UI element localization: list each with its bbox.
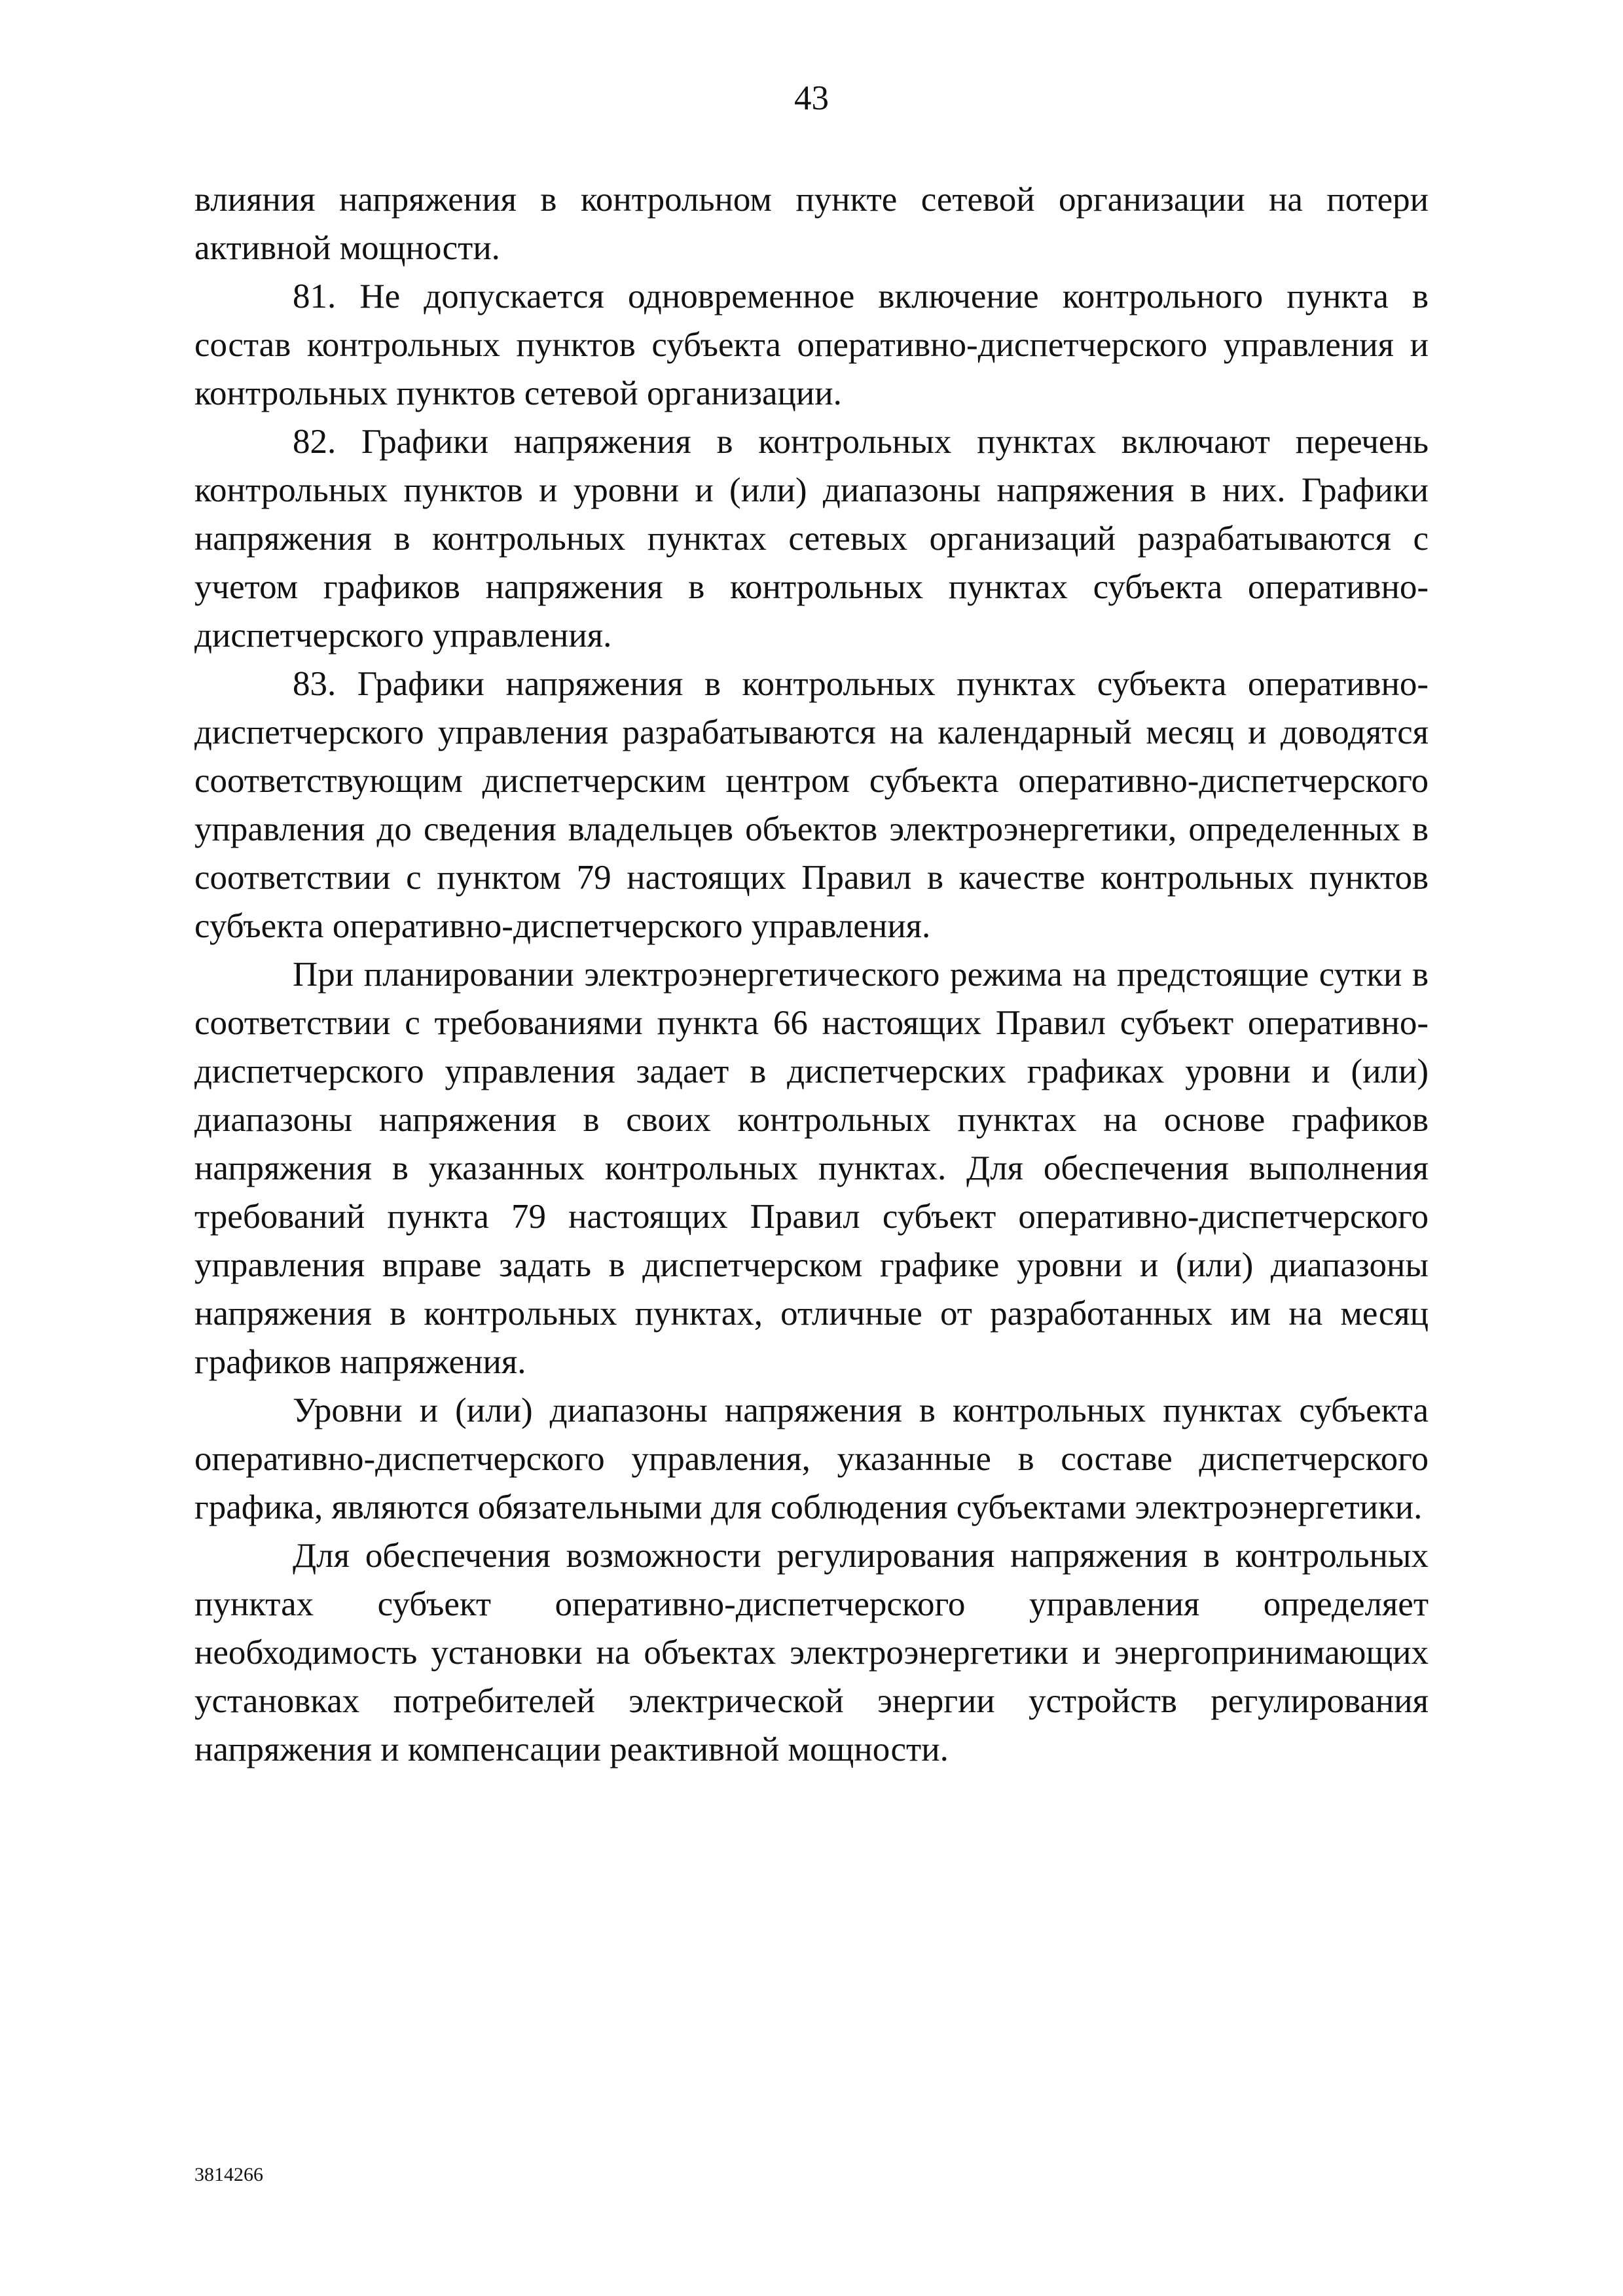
paragraph-levels-obligatory: Уровни и (или) диапазоны напряжения в контрольных пунктах субъекта оперативно-диспетчерского управления, указанные в составе диспетчерского графика, являются обязательными для соблюдения субъектами электроэнергетики. — [194, 1391, 1429, 1526]
document-code: 3814266 — [194, 2164, 263, 2185]
paragraph-planning: При планировании электроэнергетического режима на предстоящие сутки в соответствии с требованиями пункта 66 настоящих Правил субъект оперативно-диспетчерского управления задает в диспетчерских графиках уровни и (или) диапазоны напряжения в своих контрольных пунктах на основе графиков напряжения в указанных контрольных пунктах. Для обеспечения выполнения требований пункта 79 настоящих Правил субъект оперативно-диспетчерского управления вправе задать в диспетчерском графике уровни и (или) диапазоны напряжения в контрольных пунктах, отличные от разработанных им на месяц графиков напряжения. — [194, 956, 1429, 1381]
paragraph-regulation-devices: Для обеспечения возможности регулирования напряжения в контрольных пунктах субъект оперативно-диспетчерского управления определяет необходимость установки на объектах электроэнергетики и энергопринимающих установках потребителей электрической энергии устройств регулирования напряжения и компенсации реактивной мощности. — [194, 1537, 1429, 1768]
paragraph-item-82: 82. Графики напряжения в контрольных пунктах включают перечень контрольных пунктов и уровни и (или) диапазоны напряжения в них. Графики напряжения в контрольных пунктах сетевых организаций разрабатываются с учетом графиков напряжения в контрольных пунктах субъекта оперативно-диспетчерского управления. — [194, 423, 1429, 655]
paragraph-continuation: влияния напряжения в контрольном пункте сетевой организации на потери активной мощности. — [194, 181, 1429, 267]
paragraph-item-81: 81. Не допускается одновременное включение контрольного пункта в состав контрольных пунктов субъекта оперативно-диспетчерского управления и контрольных пунктов сетевой организации. — [194, 278, 1429, 412]
paragraph-item-83: 83. Графики напряжения в контрольных пунктах субъекта оперативно-диспетчерского управления разрабатываются на календарный месяц и доводятся соответствующим диспетчерским центром субъекта оперативно-диспетчерского управления до сведения владельцев объектов электроэнергетики, определенных в соответствии с пунктом 79 настоящих Правил в качестве контрольных пунктов субъекта оперативно-диспетчерского управления. — [194, 665, 1429, 945]
document-body — [194, 175, 1429, 1774]
page-number: 43 — [794, 79, 829, 117]
